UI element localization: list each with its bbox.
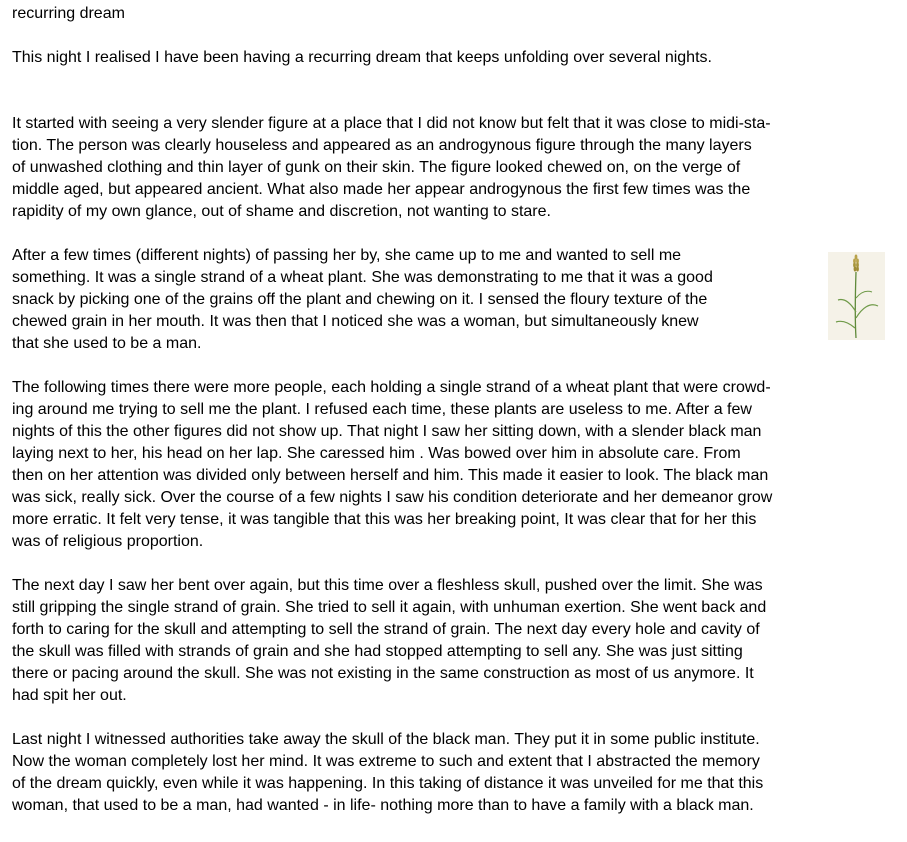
paragraph-line: ing around me trying to sell me the plant. I refused each time, these plants are useless to me. After a few: [12, 401, 752, 418]
document-title: recurring dream: [12, 5, 125, 22]
paragraph-line: something. It was a single strand of a wheat plant. She was demonstrating to me that it was a good: [12, 269, 713, 286]
intro-paragraph: This night I realised I have been having a recurring dream that keeps unfolding over several nights.: [12, 49, 712, 66]
paragraph-line: then on her attention was divided only between herself and him. This made it easier to look. The black man: [12, 467, 769, 484]
paragraph-line: still gripping the single strand of grain. She tried to sell it again, with unhuman exertion. She went back and: [12, 599, 767, 616]
paragraph-line: It started with seeing a very slender figure at a place that I did not know but felt that it was close to midi-sta-: [12, 115, 771, 132]
paragraph-line: chewed grain in her mouth. It was then that I noticed she was a woman, but simultaneously knew: [12, 313, 699, 330]
paragraph-line: rapidity of my own glance, out of shame and discretion, not wanting to stare.: [12, 203, 551, 220]
paragraph-line: had spit her out.: [12, 687, 127, 704]
paragraph-line: nights of this the other figures did not show up. That night I saw her sitting down, with a slender black man: [12, 423, 762, 440]
paragraph-line: was of religious proportion.: [12, 533, 204, 550]
paragraph-line: forth to caring for the skull and attempting to sell the strand of grain. The next day every hole and cavity of: [12, 621, 760, 638]
wheat-plant-image: [828, 252, 885, 340]
paragraph-line: The following times there were more people, each holding a single strand of a wheat plant that were crowd-: [12, 379, 771, 396]
paragraph-line: Now the woman completely lost her mind. It was extreme to such and extent that I abstracted the memory: [12, 753, 760, 770]
paragraph-line: laying next to her, his head on her lap. She caressed him . Was bowed over him in absolute care. From: [12, 445, 741, 462]
paragraph-line: of the dream quickly, even while it was happening. In this taking of distance it was unveiled for me that this: [12, 775, 764, 792]
paragraph-line: there or pacing around the skull. She was not existing in the same construction as most of us anymore. It: [12, 665, 754, 682]
paragraph-line: the skull was filled with strands of grain and she had stopped attempting to sell any. She was just sitting: [12, 643, 743, 660]
paragraph-line: that she used to be a man.: [12, 335, 202, 352]
paragraph-line: snack by picking one of the grains off the plant and chewing on it. I sensed the floury texture of the: [12, 291, 708, 308]
paragraph-line: of unwashed clothing and thin layer of gunk on their skin. The figure looked chewed on, on the verge of: [12, 159, 741, 176]
paragraph-line: tion. The person was clearly houseless and appeared as an androgynous figure through the many layers: [12, 137, 752, 154]
paragraph-line: After a few times (different nights) of passing her by, she came up to me and wanted to sell me: [12, 247, 682, 264]
paragraph-line: middle aged, but appeared ancient. What also made her appear androgynous the first few times was the: [12, 181, 751, 198]
paragraph-line: The next day I saw her bent over again, but this time over a fleshless skull, pushed over the limit. She was: [12, 577, 763, 594]
paragraph-line: Last night I witnessed authorities take away the skull of the black man. They put it in some public institute.: [12, 731, 760, 748]
paragraph-line: more erratic. It felt very tense, it was tangible that this was her breaking point, It was clear that for her this: [12, 511, 757, 528]
paragraph-line: woman, that used to be a man, had wanted - in life- nothing more than to have a family with a black man.: [12, 797, 754, 814]
wheat-plant-icon: [828, 252, 885, 340]
paragraph-line: was sick, really sick. Over the course of a few nights I saw his condition deteriorate and her demeanor grow: [12, 489, 773, 506]
